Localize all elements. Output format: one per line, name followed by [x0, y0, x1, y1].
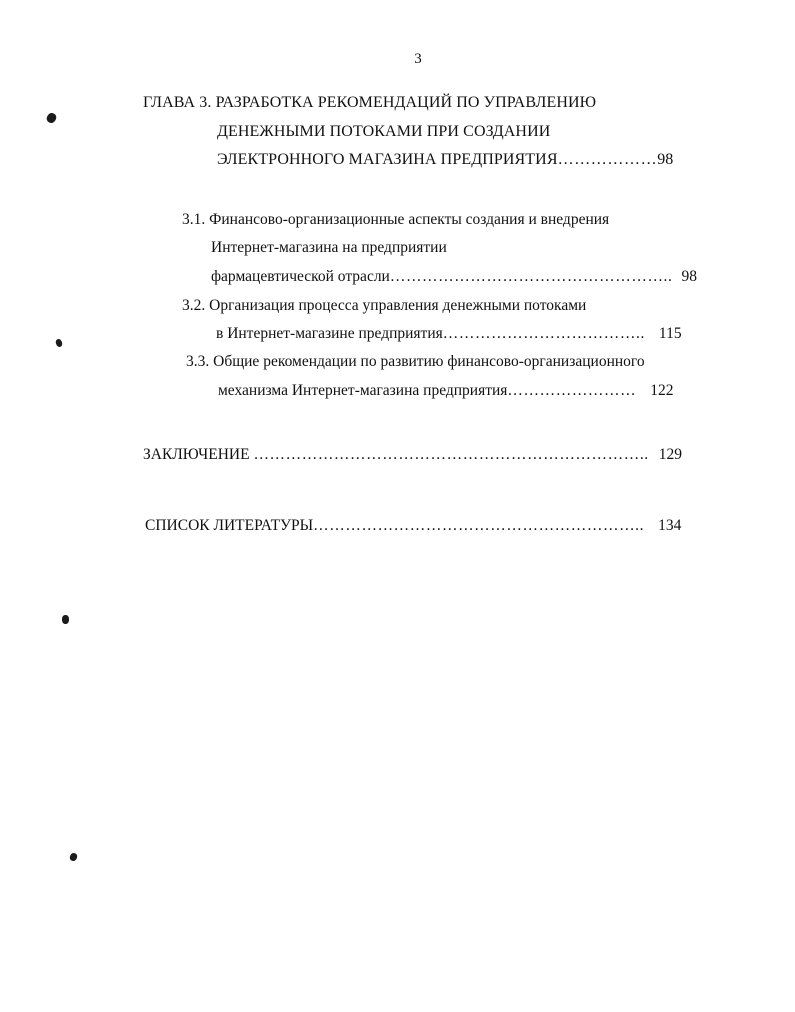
chapter-3-title-part-1: РАЗРАБОТКА РЕКОМЕНДАЦИЙ ПО УПРАВЛЕНИЮ [215, 94, 597, 111]
chapter-3-page: 98 [657, 151, 674, 168]
conclusion-leader: ……………………………………………………………….. [253, 446, 649, 463]
section-3-2-page: 115 [658, 325, 682, 342]
section-3-1-line-2: Интернет-магазина на предприятии [211, 239, 447, 256]
bibliography-page: 134 [658, 517, 682, 534]
conclusion-label: ЗАКЛЮЧЕНИЕ [143, 446, 250, 463]
scan-speck-2 [55, 338, 63, 348]
bibliography-entry [145, 516, 681, 536]
section-3-1-line-3 [211, 267, 697, 287]
section-3-2-line-1: 3.2. Организация процесса управления денежными потоками [182, 297, 587, 314]
chapter-3-title-part-3: ЭЛЕКТРОННОГО МАГАЗИНА ПРЕДПРИЯТИЯ [217, 151, 558, 168]
conclusion-entry [143, 445, 682, 465]
page-number: 3 [414, 51, 422, 67]
section-3-1-title-end: фармацевтической отрасли [211, 268, 390, 285]
bibliography-leader: …………………………………………………….. [313, 517, 645, 534]
section-3-3-leader: …………………… [507, 382, 637, 399]
section-3-3-line-2 [218, 381, 673, 401]
section-3-1-page: 98 [681, 268, 698, 285]
section-3-3-line-1: 3.3. Общие рекомендации по развитию финансово-организационного [186, 353, 645, 370]
chapter-3-prefix: ГЛАВА 3. [143, 94, 212, 111]
section-3-2-leader: ……………………………….. [442, 325, 645, 342]
bibliography-label: СПИСОК ЛИТЕРАТУРЫ [145, 517, 314, 534]
section-3-3-page: 122 [650, 382, 674, 399]
scan-speck-1 [45, 111, 58, 124]
section-3-1-line-1: 3.1. Финансово-организационные аспекты создания и внедрения [182, 211, 610, 228]
section-3-2-line-2 [216, 324, 682, 344]
conclusion-page: 129 [658, 446, 683, 463]
scan-speck-4 [69, 852, 79, 862]
chapter-3-leader: ……………… [557, 151, 658, 168]
chapter-3-title-line-2: ДЕНЕЖНЫМИ ПОТОКАМИ ПРИ СОЗДАНИИ [217, 123, 551, 140]
chapter-3-title-line-1 [143, 93, 596, 113]
section-3-1-leader: …………………………………………….. [389, 268, 673, 285]
section-3-2-title-end: в Интернет-магазине предприятия [216, 325, 443, 342]
chapter-3-title-line-3 [217, 150, 673, 170]
scan-speck-3 [62, 615, 69, 624]
section-3-3-title-end: механизма Интернет-магазина предприятия [218, 382, 508, 399]
